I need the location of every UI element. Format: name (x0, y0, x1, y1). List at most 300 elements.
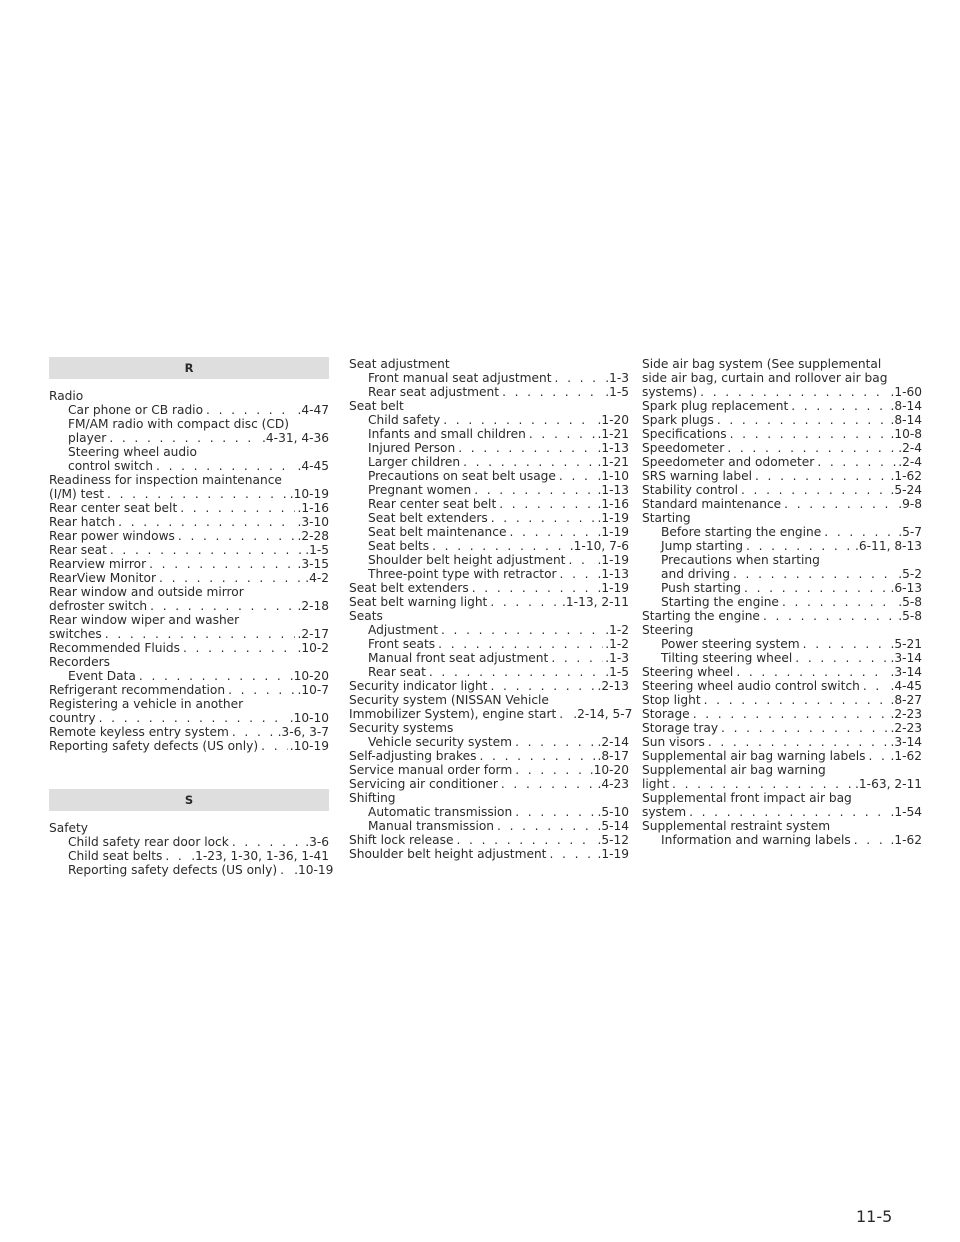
index-entry-page: .1-62 (890, 833, 922, 847)
index-heading: Seat adjustment (349, 357, 450, 371)
index-heading: Safety (49, 821, 88, 835)
index-entry (349, 497, 629, 511)
dot-leader (736, 665, 888, 679)
index-entry-title: Spark plugs (642, 413, 714, 427)
index-entry-title: Speedometer and odometer (642, 455, 815, 469)
index-heading: Side air bag system (See supplemental (642, 357, 882, 371)
dot-leader (280, 863, 292, 877)
index-entry-title: control switch (68, 459, 154, 473)
index-entry (349, 511, 629, 525)
index-entry-title: Front manual seat adjustment (368, 371, 552, 385)
index-entry-page: .3-6 (305, 835, 329, 849)
index-entry-title: Pregnant women (368, 483, 472, 497)
index-entry-title: Child seat belts (68, 849, 163, 863)
index-heading: Starting (642, 511, 691, 525)
index-entry (642, 539, 922, 553)
index-entry-page: .1-2 (605, 637, 629, 651)
index-entry-page: .1-16 (597, 497, 629, 511)
index-entry (642, 595, 922, 609)
index-heading: side air bag, curtain and rollover air bag (642, 371, 888, 385)
dot-leader (704, 693, 889, 707)
index-entry (642, 497, 922, 511)
index-entry-page: .2-18 (297, 599, 329, 613)
index-entry (49, 711, 329, 725)
index-entry (349, 469, 629, 483)
index-entry-page: .1-60 (890, 385, 922, 399)
index-entry (349, 651, 629, 665)
index-entry-page: .3-14 (890, 735, 922, 749)
index-entry-page: .4-23 (597, 777, 629, 791)
index-entry (349, 777, 629, 791)
index-entry-title: Before starting the engine (661, 525, 822, 539)
dot-leader (744, 581, 888, 595)
index-entry-page: .2-23 (890, 721, 922, 735)
index-entry (349, 441, 629, 455)
index-entry (49, 529, 329, 543)
dot-leader (206, 403, 295, 417)
index-entry-page: .10-10 (289, 711, 329, 725)
index-entry-page: .5-8 (898, 595, 922, 609)
index-entry (49, 849, 329, 863)
index-entry-page: .5-2 (898, 567, 922, 581)
dot-leader (429, 665, 603, 679)
index-entry (349, 413, 629, 427)
dot-leader (509, 525, 595, 539)
index-entry-title: Supplemental air bag warning labels (642, 749, 866, 763)
index-entry-title: Power steering system (661, 637, 800, 651)
index-entry-title: Front seats (368, 637, 436, 651)
index-entry (642, 651, 922, 665)
index-entry-title: (I/M) test (49, 487, 105, 501)
index-entry-page: .2-14, 5-7 (573, 707, 633, 721)
dot-leader (727, 441, 896, 455)
index-entry-title: Recommended Fluids (49, 641, 180, 655)
section-header: R (49, 357, 329, 379)
index-entry-page: .1-62 (890, 469, 922, 483)
dot-leader (232, 835, 303, 849)
dot-leader (717, 413, 889, 427)
dot-leader (515, 763, 587, 777)
index-entry (349, 581, 629, 595)
index-entry-title: Rear power windows (49, 529, 175, 543)
index-entry-title: Push starting (661, 581, 742, 595)
dot-leader (441, 623, 603, 637)
index-entry-title: Servicing air conditioner (349, 777, 498, 791)
dot-leader (183, 641, 295, 655)
index-entry-page: .10-2 (297, 641, 329, 655)
index-entry-page: .5-10 (597, 805, 629, 819)
index-entry (642, 609, 922, 623)
dot-leader (457, 833, 596, 847)
index-entry-page: .1-13 (597, 483, 629, 497)
index-entry-title: Car phone or CB radio (68, 403, 204, 417)
index-entry-title: Rearview mirror (49, 557, 147, 571)
index-entry-title: Shift lock release (349, 833, 454, 847)
index-entry (349, 539, 629, 553)
index-heading: Recorders (49, 655, 110, 669)
index-entry-title: light (642, 777, 670, 791)
index-heading: Registering a vehicle in another (49, 697, 244, 711)
index-entry-title: Reporting safety defects (US only) (49, 739, 259, 753)
index-entry-title: Stop light (642, 693, 701, 707)
index-entry-page: .9-8 (898, 497, 922, 511)
dot-leader (156, 459, 295, 473)
dot-leader (755, 469, 888, 483)
index-entry-page: .8-17 (597, 749, 629, 763)
index-entry-page: .10-19 (294, 863, 334, 877)
index-entry (349, 553, 629, 567)
dot-leader (432, 539, 568, 553)
index-entry-page: .1-19 (597, 847, 629, 861)
dot-leader (118, 515, 295, 529)
index-entry-page: .2-14 (597, 735, 629, 749)
index-entry-page: .3-15 (297, 557, 329, 571)
index-entry (642, 455, 922, 469)
index-entry (642, 735, 922, 749)
index-entry (642, 665, 922, 679)
index-entry-page: .2-13 (597, 679, 629, 693)
index-entry-page: .2-4 (898, 455, 922, 469)
index-entry (642, 749, 922, 763)
index-entry (49, 669, 329, 683)
index-entry-title: Service manual order form (349, 763, 513, 777)
index-entry (49, 431, 329, 445)
dot-leader (180, 501, 295, 515)
index-entry-page: .10-19 (289, 487, 329, 501)
index-entry (349, 525, 629, 539)
index-entry (349, 805, 629, 819)
dot-leader (497, 819, 595, 833)
dot-leader (559, 469, 596, 483)
index-entry (349, 763, 629, 777)
dot-leader (689, 805, 888, 819)
index-column-2 (349, 357, 633, 861)
dot-leader (763, 609, 896, 623)
index-entry-title: Seat belt maintenance (368, 525, 507, 539)
index-entry-title: Automatic transmission (368, 805, 513, 819)
index-entry-title: Larger children (368, 455, 461, 469)
index-entry (49, 501, 329, 515)
index-entry-title: Child safety (368, 413, 441, 427)
index-entry-page: .10-7 (297, 683, 329, 697)
index-entry-page: .1-13, 2-11 (562, 595, 629, 609)
index-entry (49, 403, 329, 417)
index-entry (642, 777, 922, 791)
index-entry-title: Seat belt extenders (368, 511, 488, 525)
index-heading: Seats (349, 609, 383, 623)
dot-leader (474, 483, 595, 497)
index-entry-title: Rear seat adjustment (368, 385, 500, 399)
index-entry-page: .1-13 (597, 567, 629, 581)
index-entry-title: Storage (642, 707, 690, 721)
index-entry (349, 385, 629, 399)
index-entry-title: Sun visors (642, 735, 705, 749)
index-entry-page: .1-21 (597, 455, 629, 469)
index-entry-page: .5-14 (597, 819, 629, 833)
dot-leader (560, 567, 596, 581)
index-entry-page: .4-2 (305, 571, 329, 585)
index-entry (49, 863, 334, 877)
index-entry (642, 721, 922, 735)
index-entry (49, 543, 329, 557)
index-heading: Supplemental air bag warning (642, 763, 826, 777)
dot-leader (515, 805, 595, 819)
index-entry-title: player (68, 431, 107, 445)
index-entry (349, 679, 629, 693)
index-entry-page: .1-23, 1-30, 1-36, 1-41 (191, 849, 329, 863)
index-entry (349, 623, 629, 637)
dot-leader (803, 637, 889, 651)
dot-leader (791, 399, 888, 413)
index-entry (642, 399, 922, 413)
index-heading: Rear window and outside mirror (49, 585, 244, 599)
dot-leader (463, 455, 595, 469)
index-entry-title: Rear center seat belt (49, 501, 178, 515)
index-heading: Security systems (349, 721, 454, 735)
index-entry (349, 833, 629, 847)
index-heading: FM/AM radio with compact disc (CD) (68, 417, 290, 431)
index-heading: Seat belt (349, 399, 404, 413)
index-heading: Security system (NISSAN Vehicle (349, 693, 549, 707)
dot-leader (110, 543, 303, 557)
index-entry-title: Jump starting (661, 539, 744, 553)
index-entry-title: Infants and small children (368, 427, 526, 441)
index-entry (642, 483, 922, 497)
index-entry-title: Spark plug replacement (642, 399, 789, 413)
index-entry-title: Remote keyless entry system (49, 725, 229, 739)
index-entry-page: .10-20 (289, 669, 329, 683)
dot-leader (730, 427, 889, 441)
index-entry (349, 427, 629, 441)
index-entry-title: Rear center seat belt (368, 497, 497, 511)
index-entry-page: .3-6, 3-7 (277, 725, 329, 739)
index-entry-page: .8-27 (890, 693, 922, 707)
index-entry-title: Steering wheel (642, 665, 734, 679)
index-entry-page: .1-10 (597, 469, 629, 483)
index-entry-page: .3-14 (890, 665, 922, 679)
index-entry-title: Rear hatch (49, 515, 116, 529)
index-entry-title: Shoulder belt height adjustment (368, 553, 566, 567)
index-entry-title: Tilting steering wheel (661, 651, 793, 665)
dot-leader (150, 599, 295, 613)
index-entry-title: Rear seat (49, 543, 107, 557)
index-entry-title: SRS warning label (642, 469, 752, 483)
index-column-1 (49, 357, 334, 877)
index-entry-title: Starting the engine (642, 609, 760, 623)
index-entry (642, 707, 922, 721)
index-entry (349, 371, 629, 385)
dot-leader (490, 679, 595, 693)
dot-leader (490, 595, 560, 609)
index-entry (49, 739, 329, 753)
index-entry-page: .1-54 (890, 805, 922, 819)
index-entry-page: .3-10 (297, 515, 329, 529)
index-entry-title: Security indicator light (349, 679, 488, 693)
index-entry (49, 835, 329, 849)
index-entry-title: Refrigerant recommendation (49, 683, 226, 697)
dot-leader (733, 567, 896, 581)
dot-leader (863, 679, 889, 693)
index-entry-page: .1-5 (605, 385, 629, 399)
dot-leader (559, 707, 571, 721)
index-entry-title: Standard maintenance (642, 497, 782, 511)
index-entry-page: .1-62 (890, 749, 922, 763)
index-heading: Precautions when starting (661, 553, 820, 567)
dot-leader (551, 651, 603, 665)
index-entry (349, 595, 629, 609)
index-entry-page: .5-8 (898, 609, 922, 623)
index-entry-page: .8-14 (890, 399, 922, 413)
dot-leader (555, 371, 604, 385)
index-entry-title: Reporting safety defects (US only) (68, 863, 278, 877)
dot-leader (501, 777, 596, 791)
index-entry-page: .1-19 (597, 581, 629, 595)
index-entry-page: .5-24 (890, 483, 922, 497)
index-entry (642, 581, 922, 595)
index-entry (349, 567, 629, 581)
index-entry-title: Starting the engine (661, 595, 779, 609)
index-entry (49, 459, 329, 473)
index-entry-title: Rear seat (368, 665, 426, 679)
dot-leader (529, 427, 596, 441)
index-entry-title: Self-adjusting brakes (349, 749, 477, 763)
index-entry-title: system (642, 805, 687, 819)
index-entry-page: .1-5 (305, 543, 329, 557)
index-entry (49, 683, 329, 697)
index-entry (349, 735, 629, 749)
dot-leader (568, 553, 595, 567)
dot-leader (480, 749, 596, 763)
index-entry (49, 599, 329, 613)
index-entry-page: .5-21 (890, 637, 922, 651)
index-entry-title: Injured Person (368, 441, 456, 455)
dot-leader (672, 777, 853, 791)
index-entry-page: .3-14 (890, 651, 922, 665)
index-entry (642, 833, 922, 847)
index-entry (349, 707, 633, 721)
index-entry-page: .1-63, 2-11 (855, 777, 922, 791)
index-entry-page: .6-13 (890, 581, 922, 595)
index-entry-page: .1-16 (297, 501, 329, 515)
index-entry (49, 641, 329, 655)
index-heading: Steering (642, 623, 694, 637)
index-entry (642, 413, 922, 427)
dot-leader (159, 571, 303, 585)
dot-leader (746, 539, 853, 553)
dot-leader (472, 581, 596, 595)
index-entry-title: Shoulder belt height adjustment (349, 847, 547, 861)
index-entry (49, 557, 329, 571)
index-entry-page: .2-4 (898, 441, 922, 455)
index-entry-page: .4-45 (890, 679, 922, 693)
dot-leader (165, 849, 189, 863)
index-entry-page: .8-14 (890, 413, 922, 427)
index-entry-page: .10-20 (589, 763, 629, 777)
index-entry-title: Vehicle security system (368, 735, 513, 749)
dot-leader (149, 557, 295, 571)
index-entry-page: .1-10, 7-6 (569, 539, 629, 553)
index-entry-page: .2-17 (297, 627, 329, 641)
index-entry (642, 679, 922, 693)
index-entry-page: .5-7 (898, 525, 922, 539)
index-entry-page: .1-3 (605, 371, 629, 385)
section-spacer (49, 753, 329, 789)
dot-leader (782, 595, 896, 609)
dot-leader (817, 455, 896, 469)
index-entry (642, 693, 922, 707)
index-entry-page: .1-2 (605, 623, 629, 637)
index-entry (349, 483, 629, 497)
dot-leader (443, 413, 595, 427)
dot-leader (107, 487, 288, 501)
dot-leader (515, 735, 595, 749)
index-entry-page: .1-13 (597, 441, 629, 455)
index-entry (49, 515, 329, 529)
index-entry (349, 819, 629, 833)
index-entry (642, 385, 922, 399)
index-heading: Readiness for inspection maintenance (49, 473, 282, 487)
index-entry-page: .4-47 (297, 403, 329, 417)
index-entry-page: .4-31, 4-36 (262, 431, 329, 445)
index-entry-title: Seat belt warning light (349, 595, 488, 609)
index-entry-title: Seat belts (368, 539, 430, 553)
dot-leader (438, 637, 603, 651)
dot-leader (824, 525, 896, 539)
index-entry-page: .5-12 (597, 833, 629, 847)
dot-leader (178, 529, 296, 543)
index-entry-page: .1-5 (605, 665, 629, 679)
index-heading: Supplemental restraint system (642, 819, 831, 833)
dot-leader (99, 711, 288, 725)
dot-leader (109, 431, 260, 445)
index-heading: Shifting (349, 791, 396, 805)
index-entry-title: Adjustment (368, 623, 438, 637)
dot-leader (784, 497, 896, 511)
dot-leader (721, 721, 888, 735)
dot-leader (458, 441, 595, 455)
dot-leader (491, 511, 596, 525)
dot-leader (795, 651, 888, 665)
index-entry (49, 571, 329, 585)
index-entry-title: RearView Monitor (49, 571, 157, 585)
index-heading: Radio (49, 389, 84, 403)
index-entry (349, 637, 629, 651)
dot-leader (502, 385, 603, 399)
index-entry (642, 805, 922, 819)
dot-leader (232, 725, 276, 739)
index-entry-title: Steering wheel audio control switch (642, 679, 860, 693)
dot-leader (700, 385, 888, 399)
dot-leader (854, 833, 889, 847)
index-entry (642, 441, 922, 455)
index-entry-title: Precautions on seat belt usage (368, 469, 556, 483)
index-entry (642, 525, 922, 539)
index-entry-page: .1-19 (597, 553, 629, 567)
index-entry-page: .1-3 (605, 651, 629, 665)
dot-leader (549, 847, 595, 861)
index-heading: Rear window wiper and washer (49, 613, 240, 627)
index-entry-title: Manual front seat adjustment (368, 651, 549, 665)
index-entry-page: .2-23 (890, 707, 922, 721)
index-heading: Supplemental front impact air bag (642, 791, 852, 805)
dot-leader (261, 739, 288, 753)
dot-leader (868, 749, 888, 763)
index-entry-title: and driving (661, 567, 730, 581)
dot-leader (741, 483, 888, 497)
section-header: S (49, 789, 329, 811)
index-entry-page: .10-8 (890, 427, 922, 441)
index-entry (349, 847, 629, 861)
